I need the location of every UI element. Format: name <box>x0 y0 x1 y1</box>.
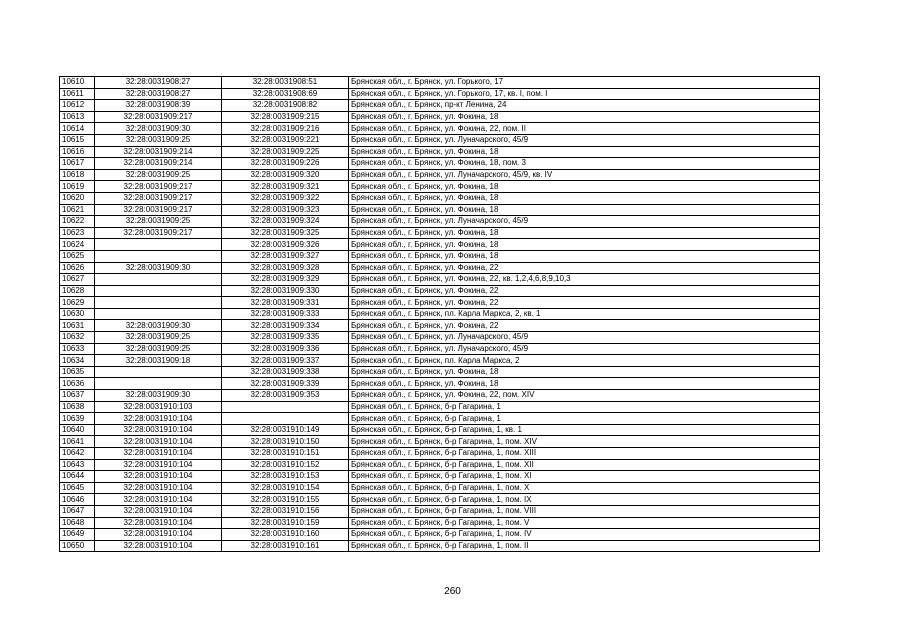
row-number-cell: 10649 <box>60 529 95 541</box>
address-cell: Брянская обл., г. Брянск, ул. Фокина, 22, кв. 1,2,4,6,8,9,10,3 <box>349 274 820 286</box>
table-row <box>60 274 820 286</box>
address-cell: Брянская обл., г. Брянск, ул. Фокина, 22 <box>349 297 820 309</box>
row-number-cell: 10631 <box>60 320 95 332</box>
row-number-cell: 10636 <box>60 378 95 390</box>
table-row <box>60 332 820 344</box>
parcel-number-cell <box>95 274 222 286</box>
object-number-cell: 32:28:0031910:160 <box>222 529 349 541</box>
row-number-cell: 10611 <box>60 88 95 100</box>
address-cell: Брянская обл., г. Брянск, б-р Гагарина, 1, пом. XI <box>349 471 820 483</box>
row-number-cell: 10635 <box>60 366 95 378</box>
table-row <box>60 540 820 552</box>
table-row <box>60 482 820 494</box>
address-cell: Брянская обл., г. Брянск, б-р Гагарина, 1, пом. IX <box>349 494 820 506</box>
parcel-number-cell: 32:28:0031909:25 <box>95 134 222 146</box>
row-number-cell: 10650 <box>60 540 95 552</box>
table-row <box>60 343 820 355</box>
object-number-cell: 32:28:0031909:337 <box>222 355 349 367</box>
table-row <box>60 250 820 262</box>
parcel-number-cell <box>95 366 222 378</box>
parcel-number-cell: 32:28:0031909:18 <box>95 355 222 367</box>
object-number-cell: 32:28:0031910:161 <box>222 540 349 552</box>
parcel-number-cell <box>95 308 222 320</box>
object-number-cell: 32:28:0031909:322 <box>222 192 349 204</box>
row-number-cell: 10647 <box>60 505 95 517</box>
cadastral-table-body <box>60 77 820 552</box>
table-row <box>60 285 820 297</box>
row-number-cell: 10627 <box>60 274 95 286</box>
object-number-cell: 32:28:0031909:353 <box>222 390 349 402</box>
row-number-cell: 10641 <box>60 436 95 448</box>
parcel-number-cell: 32:28:0031909:25 <box>95 332 222 344</box>
table-row <box>60 505 820 517</box>
object-number-cell: 32:28:0031909:334 <box>222 320 349 332</box>
row-number-cell: 10648 <box>60 517 95 529</box>
row-number-cell: 10645 <box>60 482 95 494</box>
row-number-cell: 10629 <box>60 297 95 309</box>
object-number-cell: 32:28:0031909:321 <box>222 181 349 193</box>
row-number-cell: 10644 <box>60 471 95 483</box>
parcel-number-cell: 32:28:0031909:30 <box>95 262 222 274</box>
object-number-cell: 32:28:0031909:335 <box>222 332 349 344</box>
object-number-cell: 32:28:0031909:226 <box>222 158 349 170</box>
page-number: 260 <box>444 586 461 597</box>
parcel-number-cell: 32:28:0031910:104 <box>95 529 222 541</box>
table-row <box>60 134 820 146</box>
object-number-cell: 32:28:0031909:339 <box>222 378 349 390</box>
address-cell: Брянская обл., г. Брянск, б-р Гагарина, 1, пом. XIV <box>349 436 820 448</box>
address-cell: Брянская обл., г. Брянск, ул. Луначарского, 45/9, кв. IV <box>349 169 820 181</box>
row-number-cell: 10610 <box>60 77 95 89</box>
row-number-cell: 10613 <box>60 111 95 123</box>
object-number-cell: 32:28:0031908:69 <box>222 88 349 100</box>
table-row <box>60 216 820 228</box>
parcel-number-cell: 32:28:0031909:30 <box>95 320 222 332</box>
parcel-number-cell: 32:28:0031909:217 <box>95 111 222 123</box>
parcel-number-cell: 32:28:0031910:104 <box>95 482 222 494</box>
address-cell: Брянская обл., г. Брянск, ул. Луначарского, 45/9 <box>349 332 820 344</box>
parcel-number-cell: 32:28:0031909:217 <box>95 192 222 204</box>
row-number-cell: 10617 <box>60 158 95 170</box>
parcel-number-cell: 32:28:0031909:214 <box>95 146 222 158</box>
table-row <box>60 378 820 390</box>
table-row <box>60 169 820 181</box>
parcel-number-cell: 32:28:0031910:104 <box>95 424 222 436</box>
address-cell: Брянская обл., г. Брянск, пр-кт Ленина, 24 <box>349 100 820 112</box>
row-number-cell: 10638 <box>60 401 95 413</box>
parcel-number-cell <box>95 239 222 251</box>
address-cell: Брянская обл., г. Брянск, ул. Фокина, 22 <box>349 285 820 297</box>
parcel-number-cell <box>95 297 222 309</box>
row-number-cell: 10628 <box>60 285 95 297</box>
parcel-number-cell: 32:28:0031909:30 <box>95 390 222 402</box>
table-row <box>60 100 820 112</box>
address-cell: Брянская обл., г. Брянск, б-р Гагарина, 1, пом. VIII <box>349 505 820 517</box>
table-row <box>60 123 820 135</box>
object-number-cell: 32:28:0031909:225 <box>222 146 349 158</box>
object-number-cell: 32:28:0031910:149 <box>222 424 349 436</box>
parcel-number-cell: 32:28:0031909:217 <box>95 227 222 239</box>
address-cell: Брянская обл., г. Брянск, ул. Фокина, 18 <box>349 378 820 390</box>
row-number-cell: 10620 <box>60 192 95 204</box>
row-number-cell: 10621 <box>60 204 95 216</box>
address-cell: Брянская обл., г. Брянск, б-р Гагарина, 1, кв. 1 <box>349 424 820 436</box>
address-cell: Брянская обл., г. Брянск, б-р Гагарина, 1, пом. XII <box>349 459 820 471</box>
row-number-cell: 10639 <box>60 413 95 425</box>
address-cell: Брянская обл., г. Брянск, б-р Гагарина, 1, пом. V <box>349 517 820 529</box>
object-number-cell: 32:28:0031909:327 <box>222 250 349 262</box>
row-number-cell: 10637 <box>60 390 95 402</box>
parcel-number-cell: 32:28:0031909:25 <box>95 216 222 228</box>
address-cell: Брянская обл., г. Брянск, ул. Фокина, 18 <box>349 111 820 123</box>
table-row <box>60 390 820 402</box>
object-number-cell: 32:28:0031908:82 <box>222 100 349 112</box>
table-row <box>60 308 820 320</box>
parcel-number-cell <box>95 378 222 390</box>
row-number-cell: 10622 <box>60 216 95 228</box>
object-number-cell: 32:28:0031909:329 <box>222 274 349 286</box>
table-row <box>60 239 820 251</box>
parcel-number-cell: 32:28:0031909:30 <box>95 123 222 135</box>
address-cell: Брянская обл., г. Брянск, ул. Горького, 17 <box>349 77 820 89</box>
row-number-cell: 10624 <box>60 239 95 251</box>
cadastral-table <box>59 76 820 552</box>
table-row <box>60 158 820 170</box>
address-cell: Брянская обл., г. Брянск, ул. Горького, 17, кв. I, пом. I <box>349 88 820 100</box>
object-number-cell: 32:28:0031909:331 <box>222 297 349 309</box>
table-row <box>60 320 820 332</box>
address-cell: Брянская обл., г. Брянск, б-р Гагарина, 1, пом. IV <box>349 529 820 541</box>
object-number-cell: 32:28:0031909:336 <box>222 343 349 355</box>
object-number-cell: 32:28:0031909:216 <box>222 123 349 135</box>
table-row <box>60 355 820 367</box>
object-number-cell: 32:28:0031909:323 <box>222 204 349 216</box>
table-row <box>60 494 820 506</box>
row-number-cell: 10615 <box>60 134 95 146</box>
object-number-cell: 32:28:0031910:154 <box>222 482 349 494</box>
table-row <box>60 436 820 448</box>
address-cell: Брянская обл., г. Брянск, пл. Карла Маркса, 2, кв. 1 <box>349 308 820 320</box>
address-cell: Брянская обл., г. Брянск, ул. Фокина, 18 <box>349 204 820 216</box>
table-row <box>60 471 820 483</box>
row-number-cell: 10612 <box>60 100 95 112</box>
parcel-number-cell: 32:28:0031910:104 <box>95 517 222 529</box>
row-number-cell: 10618 <box>60 169 95 181</box>
parcel-number-cell: 32:28:0031910:104 <box>95 459 222 471</box>
parcel-number-cell: 32:28:0031910:104 <box>95 436 222 448</box>
address-cell: Брянская обл., г. Брянск, б-р Гагарина, 1, пом. X <box>349 482 820 494</box>
row-number-cell: 10642 <box>60 448 95 460</box>
parcel-number-cell: 32:28:0031910:104 <box>95 471 222 483</box>
table-row <box>60 111 820 123</box>
row-number-cell: 10623 <box>60 227 95 239</box>
object-number-cell: 32:28:0031909:325 <box>222 227 349 239</box>
object-number-cell: 32:28:0031909:320 <box>222 169 349 181</box>
object-number-cell: 32:28:0031910:156 <box>222 505 349 517</box>
parcel-number-cell: 32:28:0031908:27 <box>95 88 222 100</box>
row-number-cell: 10630 <box>60 308 95 320</box>
table-row <box>60 192 820 204</box>
address-cell: Брянская обл., г. Брянск, ул. Фокина, 18 <box>349 366 820 378</box>
address-cell: Брянская обл., г. Брянск, ул. Фокина, 18 <box>349 250 820 262</box>
object-number-cell: 32:28:0031910:151 <box>222 448 349 460</box>
row-number-cell: 10640 <box>60 424 95 436</box>
object-number-cell: 32:28:0031909:338 <box>222 366 349 378</box>
address-cell: Брянская обл., г. Брянск, ул. Фокина, 18 <box>349 239 820 251</box>
table-row <box>60 366 820 378</box>
address-cell: Брянская обл., г. Брянск, ул. Фокина, 18 <box>349 227 820 239</box>
object-number-cell: 32:28:0031909:328 <box>222 262 349 274</box>
parcel-number-cell <box>95 250 222 262</box>
object-number-cell: 32:28:0031909:215 <box>222 111 349 123</box>
parcel-number-cell: 32:28:0031908:39 <box>95 100 222 112</box>
table-row <box>60 413 820 425</box>
row-number-cell: 10614 <box>60 123 95 135</box>
object-number-cell: 32:28:0031910:150 <box>222 436 349 448</box>
address-cell: Брянская обл., г. Брянск, ул. Фокина, 18, пом. 3 <box>349 158 820 170</box>
parcel-number-cell: 32:28:0031908:27 <box>95 77 222 89</box>
row-number-cell: 10633 <box>60 343 95 355</box>
parcel-number-cell: 32:28:0031909:217 <box>95 204 222 216</box>
object-number-cell: 32:28:0031909:330 <box>222 285 349 297</box>
parcel-number-cell: 32:28:0031910:104 <box>95 494 222 506</box>
object-number-cell: 32:28:0031909:326 <box>222 239 349 251</box>
parcel-number-cell: 32:28:0031910:104 <box>95 540 222 552</box>
table-row <box>60 181 820 193</box>
object-number-cell <box>222 413 349 425</box>
table-row <box>60 448 820 460</box>
row-number-cell: 10625 <box>60 250 95 262</box>
address-cell: Брянская обл., г. Брянск, ул. Луначарского, 45/9 <box>349 216 820 228</box>
table-row <box>60 424 820 436</box>
row-number-cell: 10643 <box>60 459 95 471</box>
parcel-number-cell: 32:28:0031909:217 <box>95 181 222 193</box>
row-number-cell: 10619 <box>60 181 95 193</box>
address-cell: Брянская обл., г. Брянск, ул. Фокина, 22 <box>349 320 820 332</box>
parcel-number-cell: 32:28:0031910:104 <box>95 448 222 460</box>
table-row <box>60 204 820 216</box>
parcel-number-cell: 32:28:0031909:25 <box>95 169 222 181</box>
table-row <box>60 529 820 541</box>
object-number-cell: 32:28:0031908:51 <box>222 77 349 89</box>
table-row <box>60 262 820 274</box>
row-number-cell: 10646 <box>60 494 95 506</box>
table-row <box>60 146 820 158</box>
parcel-number-cell: 32:28:0031910:103 <box>95 401 222 413</box>
parcel-number-cell <box>95 285 222 297</box>
address-cell: Брянская обл., г. Брянск, б-р Гагарина, 1 <box>349 413 820 425</box>
object-number-cell: 32:28:0031910:152 <box>222 459 349 471</box>
table-row <box>60 297 820 309</box>
table-row <box>60 227 820 239</box>
parcel-number-cell: 32:28:0031910:104 <box>95 505 222 517</box>
table-row <box>60 459 820 471</box>
address-cell: Брянская обл., г. Брянск, пл. Карла Маркса, 2 <box>349 355 820 367</box>
address-cell: Брянская обл., г. Брянск, б-р Гагарина, 1, пом. XIII <box>349 448 820 460</box>
row-number-cell: 10616 <box>60 146 95 158</box>
object-number-cell: 32:28:0031909:324 <box>222 216 349 228</box>
table-row <box>60 401 820 413</box>
address-cell: Брянская обл., г. Брянск, ул. Фокина, 18 <box>349 181 820 193</box>
object-number-cell: 32:28:0031910:155 <box>222 494 349 506</box>
address-cell: Брянская обл., г. Брянск, ул. Фокина, 18 <box>349 192 820 204</box>
table-row <box>60 517 820 529</box>
address-cell: Брянская обл., г. Брянск, ул. Фокина, 22, пом. II <box>349 123 820 135</box>
address-cell: Брянская обл., г. Брянск, б-р Гагарина, 1, пом. II <box>349 540 820 552</box>
address-cell: Брянская обл., г. Брянск, ул. Луначарского, 45/9 <box>349 343 820 355</box>
parcel-number-cell: 32:28:0031910:104 <box>95 413 222 425</box>
parcel-number-cell: 32:28:0031909:25 <box>95 343 222 355</box>
row-number-cell: 10634 <box>60 355 95 367</box>
row-number-cell: 10632 <box>60 332 95 344</box>
object-number-cell: 32:28:0031910:159 <box>222 517 349 529</box>
address-cell: Брянская обл., г. Брянск, ул. Фокина, 22 <box>349 262 820 274</box>
address-cell: Брянская обл., г. Брянск, ул. Луначарского, 45/9 <box>349 134 820 146</box>
address-cell: Брянская обл., г. Брянск, б-р Гагарина, 1 <box>349 401 820 413</box>
table-row <box>60 88 820 100</box>
object-number-cell: 32:28:0031909:333 <box>222 308 349 320</box>
object-number-cell <box>222 401 349 413</box>
table-row <box>60 77 820 89</box>
object-number-cell: 32:28:0031910:153 <box>222 471 349 483</box>
row-number-cell: 10626 <box>60 262 95 274</box>
address-cell: Брянская обл., г. Брянск, ул. Фокина, 18 <box>349 146 820 158</box>
object-number-cell: 32:28:0031909:221 <box>222 134 349 146</box>
parcel-number-cell: 32:28:0031909:214 <box>95 158 222 170</box>
address-cell: Брянская обл., г. Брянск, ул. Фокина, 22, пом. XIV <box>349 390 820 402</box>
